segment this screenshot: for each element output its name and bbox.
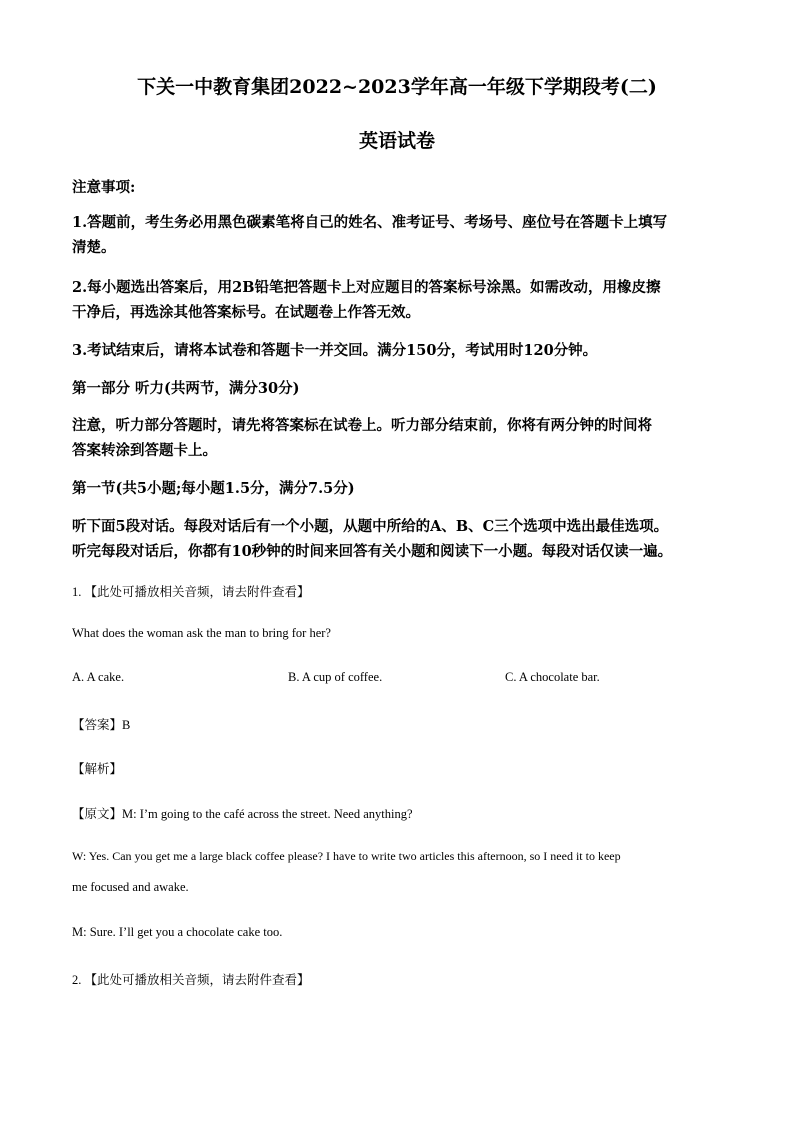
- part1-heading: 第一部分 听力(共两节，满分30分): [72, 380, 300, 397]
- part1-note-line-1: 注意，听力部分答题时，请先将答案标在试卷上。听力部分结束前，你将有两分钟的时间将: [72, 417, 652, 434]
- part1-note-line-2: 答案转涂到答题卡上。: [72, 442, 217, 459]
- note-item-1-line-2: 清楚。: [72, 239, 116, 256]
- note-item-1-line-1: 1.答题前，考生务必用黑色碳素笔将自己的姓名、准考证号、考场号、座位号在答题卡上填写: [72, 214, 668, 231]
- q1-analysis-label: 【解析】: [72, 762, 123, 776]
- q1-transcript-line-1: 【原文】M: I’m going to the café across the street. Need anything?: [72, 807, 413, 821]
- q2-audio-label: 2. 【此处可播放相关音频，请去附件查看】: [72, 973, 310, 987]
- q1-answer: 【答案】B: [72, 718, 131, 732]
- section1-instruction-line-1: 听下面5段对话。每段对话后有一个小题，从题中所给的A、B、C三个选项中选出最佳选项。: [72, 518, 669, 535]
- q1-question: What does the woman ask the man to bring for her?: [72, 626, 331, 640]
- q1-option-b: B. A cup of coffee.: [288, 670, 383, 684]
- section1-instruction-line-2: 听完每段对话后，你都有10秒钟的时间来回答有关小题和阅读下一小题。每段对话仅读一遍。: [72, 543, 673, 560]
- section1-heading: 第一节(共5小题;每小题1.5分，满分7.5分): [72, 480, 355, 497]
- note-item-2-line-1: 2.每小题选出答案后，用2B铅笔把答题卡上对应题目的答案标号涂黑。如需改动，用橡皮擦: [72, 279, 661, 296]
- note-item-3: 3.考试结束后，请将本试卷和答题卡一并交回。满分150分，考试用时120分钟。: [72, 342, 598, 359]
- exam-title: 下关一中教育集团2022~2023学年高一年级下学期段考(二): [137, 76, 657, 98]
- exam-subtitle: 英语试卷: [358, 130, 435, 152]
- q1-transcript-line-2: W: Yes. Can you get me a large black coffee please? I have to write two articles this afternoon, so I need it to keep: [72, 849, 621, 863]
- note-item-2-line-2: 干净后，再选涂其他答案标号。在试题卷上作答无效。: [72, 304, 420, 321]
- q1-audio-label: 1. 【此处可播放相关音频，请去附件查看】: [72, 585, 310, 599]
- notes-heading: 注意事项:: [72, 179, 136, 196]
- q1-option-a: A. A cake.: [72, 670, 125, 684]
- q1-option-c: C. A chocolate bar.: [505, 670, 600, 684]
- q1-transcript-line-4: M: Sure. I’ll get you a chocolate cake too.: [72, 925, 283, 939]
- q1-transcript-line-3: me focused and awake.: [72, 880, 189, 894]
